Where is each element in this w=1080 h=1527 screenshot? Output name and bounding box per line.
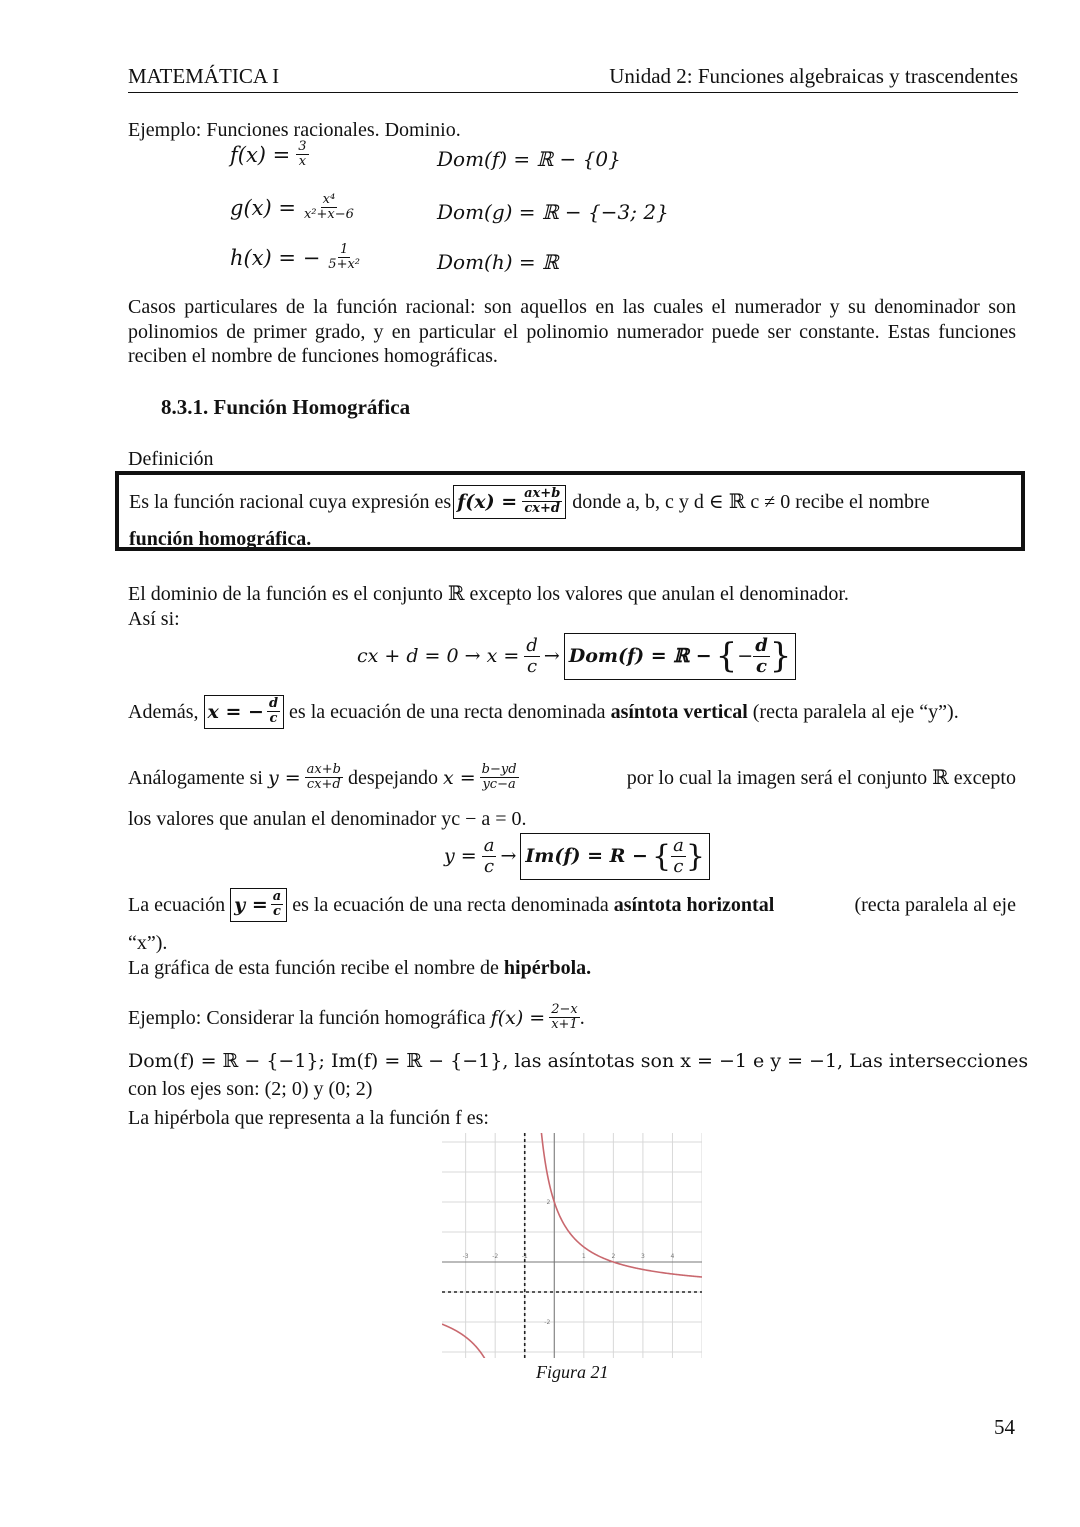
graph-axes <box>442 1133 702 1358</box>
x-tick-label: -3 <box>462 1253 469 1260</box>
fraction: $\frac{1}{\text{5+x²}}$ <box>328 242 361 273</box>
x-tick-label: 2 <box>611 1253 616 1260</box>
domain-result-box: Dom(f) = ℝ − { − $\frac{d}{c}$ } <box>564 633 797 680</box>
horizontal-asymptote-line: La ecuación y = $\frac{a}{c}$ es la ecuación de una recta denominada asíntota horizontal (recta paralela al eje <box>128 888 1016 922</box>
x-tick-label: -1 <box>521 1253 528 1260</box>
fraction: $\frac{3}{x}$ <box>298 139 307 170</box>
hyperbola-left-branch <box>442 1324 497 1358</box>
x-tick-label: -2 <box>492 1253 499 1260</box>
image-line2: los valores que anulan el denominador yc − a = 0. <box>128 808 527 830</box>
figure-caption: Figura 21 <box>536 1362 609 1382</box>
graph-grid <box>442 1133 702 1358</box>
definition-label: Definición <box>128 448 214 470</box>
page-header <box>128 64 1018 93</box>
horizontal-asymptote-line2: “x”). <box>128 932 168 954</box>
y-tick-label: 2 <box>546 1199 551 1206</box>
fraction: $\frac{\text{x⁴}}{\text{x²+x−6}}$ <box>303 192 354 223</box>
example1-f: f(x) = $\frac{3}{x}$ <box>230 139 307 170</box>
example1-h-domain: Dom(h) = ℝ <box>437 250 559 274</box>
example1-g: g(x) = $\frac{\text{x⁴}}{\text{x²+x−6}}$ <box>230 192 354 223</box>
graph-curves <box>442 1133 702 1358</box>
example2-line1: Ejemplo: Considerar la función homográfica f(x) = $\frac{2-x}{x+1}$ . <box>128 1002 585 1033</box>
unit-title: Unidad 2: Funciones algebraicas y trascendentes <box>609 64 1018 88</box>
example1-g-domain: Dom(g) = ℝ − {−3; 2} <box>437 200 669 224</box>
definition-formula-box: f(x) = $\frac{ax+b}{cx+d}$ <box>453 485 566 519</box>
image-line1: Análogamente si y = $\frac{ax+b}{cx+d}$ despejando x = $\frac{b-yd}{yc-a}$ por lo cual la imagen será el conjunto ℝ excepto <box>128 762 1016 793</box>
vertical-asymptote-box: x = − $\frac{d}{c}$ <box>204 695 285 729</box>
example1-title: Ejemplo: Funciones racionales. Dominio. <box>128 119 461 141</box>
example1-f-domain: Dom(f) = ℝ − {0} <box>437 147 621 171</box>
example2-line2: Dom(f) = ℝ − {−1}; Im(f) = ℝ − {−1}, las asíntotas son x = −1 e y = −1, Las intersecciones <box>128 1050 1029 1072</box>
paragraph-casos: Casos particulares de la función racional: son aquellos en las cuales el numerador y su denominador son polinomios de primer grado, y en particular el polinomio numerador puede ser constante. Estas funciones reciben el nombre de funciones homográficas. <box>128 296 1016 367</box>
hyperbola-graph <box>442 1133 702 1358</box>
section-title: 8.3.1. Función Homográfica <box>161 395 411 419</box>
domain-line1: El dominio de la función es el conjunto ℝ excepto los valores que anulan el denominador. <box>128 583 849 605</box>
image-equation: y = $\frac{a}{c}$ → Im(f) = R − { $\frac{a}{c}$ } <box>444 833 710 880</box>
x-tick-label: 3 <box>640 1253 645 1260</box>
course-title: MATEMÁTICA I <box>128 64 280 88</box>
definition-box: Es la función racional cuya expresión es f(x) = $\frac{ax+b}{cx+d}$ donde a, b, c y d ∈ ℝ c ≠ 0 recibe el nombre función homográfica. <box>115 471 1025 551</box>
domain-equation: cx + d = 0 → x = $\frac{d}{c}$ → Dom(f) = ℝ − { − $\frac{d}{c}$ } <box>357 633 796 680</box>
hyperbola-line: La gráfica de esta función recibe el nombre de hipérbola. <box>128 957 592 979</box>
example2-line3: con los ejes son: (2; 0) y (0; 2) <box>128 1078 373 1100</box>
example1-h: h(x) = − $\frac{1}{\text{5+x²}}$ <box>230 242 361 273</box>
y-tick-label: -2 <box>544 1319 551 1326</box>
page-number: 54 <box>994 1415 1015 1439</box>
vertical-asymptote-line: Además, x = − $\frac{d}{c}$ es la ecuación de una recta denominada asíntota vertical (recta paralela al eje “y”). <box>128 695 959 729</box>
definition-bold-end: función homográfica. <box>129 528 312 550</box>
domain-line2: Así si: <box>128 608 180 630</box>
example2-line4: La hipérbola que representa a la función f es: <box>128 1107 489 1129</box>
x-tick-label: 1 <box>581 1253 586 1260</box>
image-result-box: Im(f) = R − { $\frac{a}{c}$ } <box>520 833 710 880</box>
x-tick-label: 4 <box>670 1253 675 1260</box>
horizontal-asymptote-box: y = $\frac{a}{c}$ <box>230 888 287 922</box>
hyperbola-right-branch <box>541 1133 702 1277</box>
graph-asymptotes <box>442 1133 702 1358</box>
